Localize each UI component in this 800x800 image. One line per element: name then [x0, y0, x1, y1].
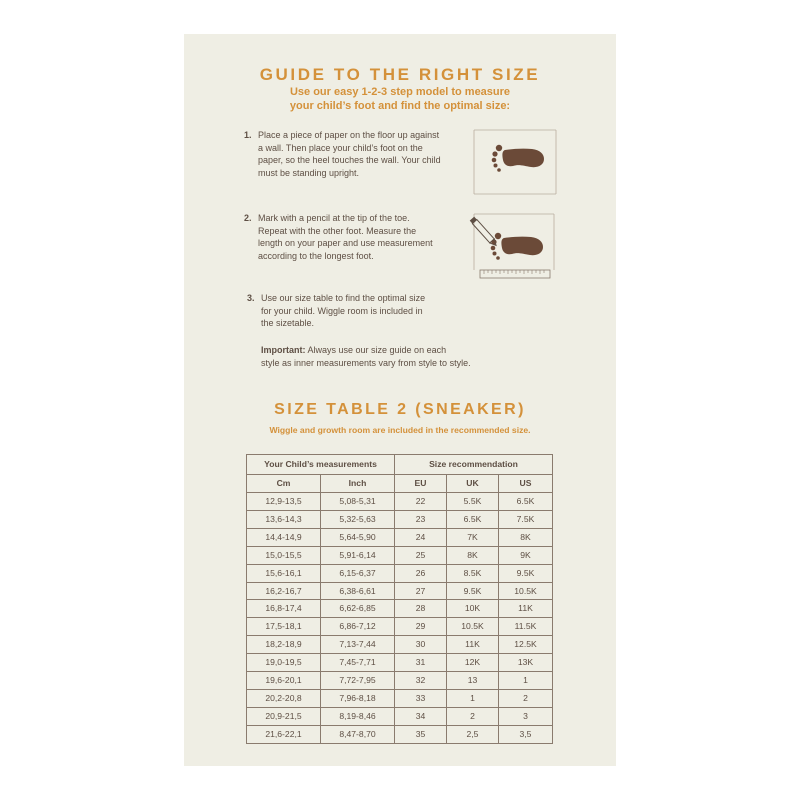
cell-cm: 12,9-13,5 [247, 493, 321, 511]
cell-inch: 6,15-6,37 [321, 564, 395, 582]
important-label: Important: [261, 345, 306, 355]
cell-inch: 7,72-7,95 [321, 672, 395, 690]
cell-cm: 18,2-18,9 [247, 636, 321, 654]
cell-inch: 8,47-8,70 [321, 725, 395, 743]
step-text [258, 212, 433, 262]
column-header-uk: UK [447, 475, 499, 493]
cell-eu: 27 [395, 582, 447, 600]
cell-us: 7.5K [499, 510, 553, 528]
table-row [247, 564, 553, 582]
step-line: Mark with a pencil at the tip of the toe. [258, 213, 410, 223]
cell-us: 10.5K [499, 582, 553, 600]
cell-cm: 16,2-16,7 [247, 582, 321, 600]
cell-cm: 15,0-15,5 [247, 546, 321, 564]
step-number: 3. [247, 293, 255, 303]
cell-cm: 17,5-18,1 [247, 618, 321, 636]
cell-eu: 29 [395, 618, 447, 636]
step-line: must be standing upright. [258, 167, 360, 178]
cell-cm: 20,2-20,8 [247, 689, 321, 707]
cell-uk: 8K [447, 546, 499, 564]
measurements-group-header: Your Child’s measurements [247, 455, 395, 475]
step-text [261, 292, 425, 330]
cell-eu: 35 [395, 725, 447, 743]
column-header-eu: EU [395, 475, 447, 493]
step-line: Place a piece of paper on the floor up against [258, 130, 440, 140]
cell-us: 3,5 [499, 725, 553, 743]
cell-uk: 1 [447, 689, 499, 707]
table-row [247, 654, 553, 672]
cell-us: 12.5K [499, 636, 553, 654]
pencil-footprint-ruler-icon [466, 208, 562, 289]
cell-uk: 5.5K [447, 493, 499, 511]
guide-intro-line: your child’s foot and find the optimal size: [289, 100, 511, 112]
cell-cm: 16,8-17,4 [247, 600, 321, 618]
column-header-inch: Inch [321, 475, 395, 493]
table-row [247, 689, 553, 707]
table-row [247, 600, 553, 618]
cell-us: 9K [499, 546, 553, 564]
cell-uk: 2,5 [447, 725, 499, 743]
table-row [247, 672, 553, 690]
cell-us: 8K [499, 528, 553, 546]
step-line: for your child. Wiggle room is included in [261, 305, 423, 316]
size-guide-panel [184, 34, 616, 766]
cell-eu: 22 [395, 493, 447, 511]
step-line: a wall. Then place your child’s foot on the [258, 142, 423, 153]
cell-us: 2 [499, 689, 553, 707]
cell-us: 11K [499, 600, 553, 618]
table-row [247, 493, 553, 511]
footprint-icon [472, 128, 558, 201]
important-text: Always use our size guide on each [305, 345, 447, 355]
size-table-subtitle: Wiggle and growth room are included in the recommended size. [269, 425, 531, 435]
cell-us: 9.5K [499, 564, 553, 582]
cell-uk: 12K [447, 654, 499, 672]
cell-inch: 6,38-6,61 [321, 582, 395, 600]
table-row [247, 528, 553, 546]
cell-inch: 7,45-7,71 [321, 654, 395, 672]
table-row [247, 510, 553, 528]
cell-cm: 14,4-14,9 [247, 528, 321, 546]
cell-inch: 5,32-5,63 [321, 510, 395, 528]
table-row [247, 618, 553, 636]
cell-eu: 33 [395, 689, 447, 707]
cell-eu: 28 [395, 600, 447, 618]
cell-us: 13K [499, 654, 553, 672]
size-table-title: SIZE TABLE 2 (SNEAKER) [274, 401, 526, 418]
step-line: according to the longest foot. [258, 250, 374, 261]
column-header-us: US [499, 475, 553, 493]
cell-eu: 25 [395, 546, 447, 564]
cell-uk: 6.5K [447, 510, 499, 528]
cell-eu: 34 [395, 707, 447, 725]
guide-title: GUIDE TO THE RIGHT SIZE [259, 65, 541, 84]
cell-inch: 6,62-6,85 [321, 600, 395, 618]
cell-cm: 21,6-22,1 [247, 725, 321, 743]
cell-inch: 7,13-7,44 [321, 636, 395, 654]
cell-uk: 13 [447, 672, 499, 690]
table-row [247, 707, 553, 725]
cell-uk: 7K [447, 528, 499, 546]
cell-cm: 20,9-21,5 [247, 707, 321, 725]
cell-us: 11.5K [499, 618, 553, 636]
step-line: Use our size table to find the optimal size [261, 293, 426, 303]
guide-intro [184, 85, 616, 113]
size-table [246, 454, 553, 744]
cell-inch: 8,19-8,46 [321, 707, 395, 725]
cell-inch: 7,96-8,18 [321, 689, 395, 707]
table-row [247, 636, 553, 654]
step-line: paper, so the heel touches the wall. Your child [258, 155, 441, 166]
cell-inch: 5,64-5,90 [321, 528, 395, 546]
table-row [247, 546, 553, 564]
cell-eu: 31 [395, 654, 447, 672]
cell-cm: 19,0-19,5 [247, 654, 321, 672]
cell-eu: 26 [395, 564, 447, 582]
cell-eu: 30 [395, 636, 447, 654]
recommendation-group-header: Size recommendation [395, 455, 553, 475]
cell-uk: 10.5K [447, 618, 499, 636]
column-header-cm: Cm [247, 475, 321, 493]
cell-eu: 32 [395, 672, 447, 690]
guide-intro-line: Use our easy 1-2-3 step model to measure [289, 86, 511, 98]
step-line: length on your paper and use measurement [258, 238, 433, 249]
step-text [258, 129, 441, 179]
important-text: style as inner measurements vary from style to style. [261, 357, 471, 368]
cell-us: 3 [499, 707, 553, 725]
cell-inch: 5,08-5,31 [321, 493, 395, 511]
step-line: the sizetable. [261, 318, 315, 329]
cell-uk: 9.5K [447, 582, 499, 600]
cell-uk: 10K [447, 600, 499, 618]
cell-uk: 8.5K [447, 564, 499, 582]
table-row [247, 725, 553, 743]
cell-uk: 2 [447, 707, 499, 725]
table-row [247, 582, 553, 600]
step-number: 2. [244, 213, 252, 223]
cell-cm: 19,6-20,1 [247, 672, 321, 690]
cell-us: 6.5K [499, 493, 553, 511]
important-note [261, 344, 501, 369]
step-number: 1. [244, 130, 252, 140]
cell-cm: 13,6-14,3 [247, 510, 321, 528]
cell-cm: 15,6-16,1 [247, 564, 321, 582]
cell-eu: 24 [395, 528, 447, 546]
cell-eu: 23 [395, 510, 447, 528]
cell-inch: 5,91-6,14 [321, 546, 395, 564]
cell-inch: 6,86-7,12 [321, 618, 395, 636]
cell-uk: 11K [447, 636, 499, 654]
cell-us: 1 [499, 672, 553, 690]
step-line: Repeat with the other foot. Measure the [258, 225, 417, 236]
